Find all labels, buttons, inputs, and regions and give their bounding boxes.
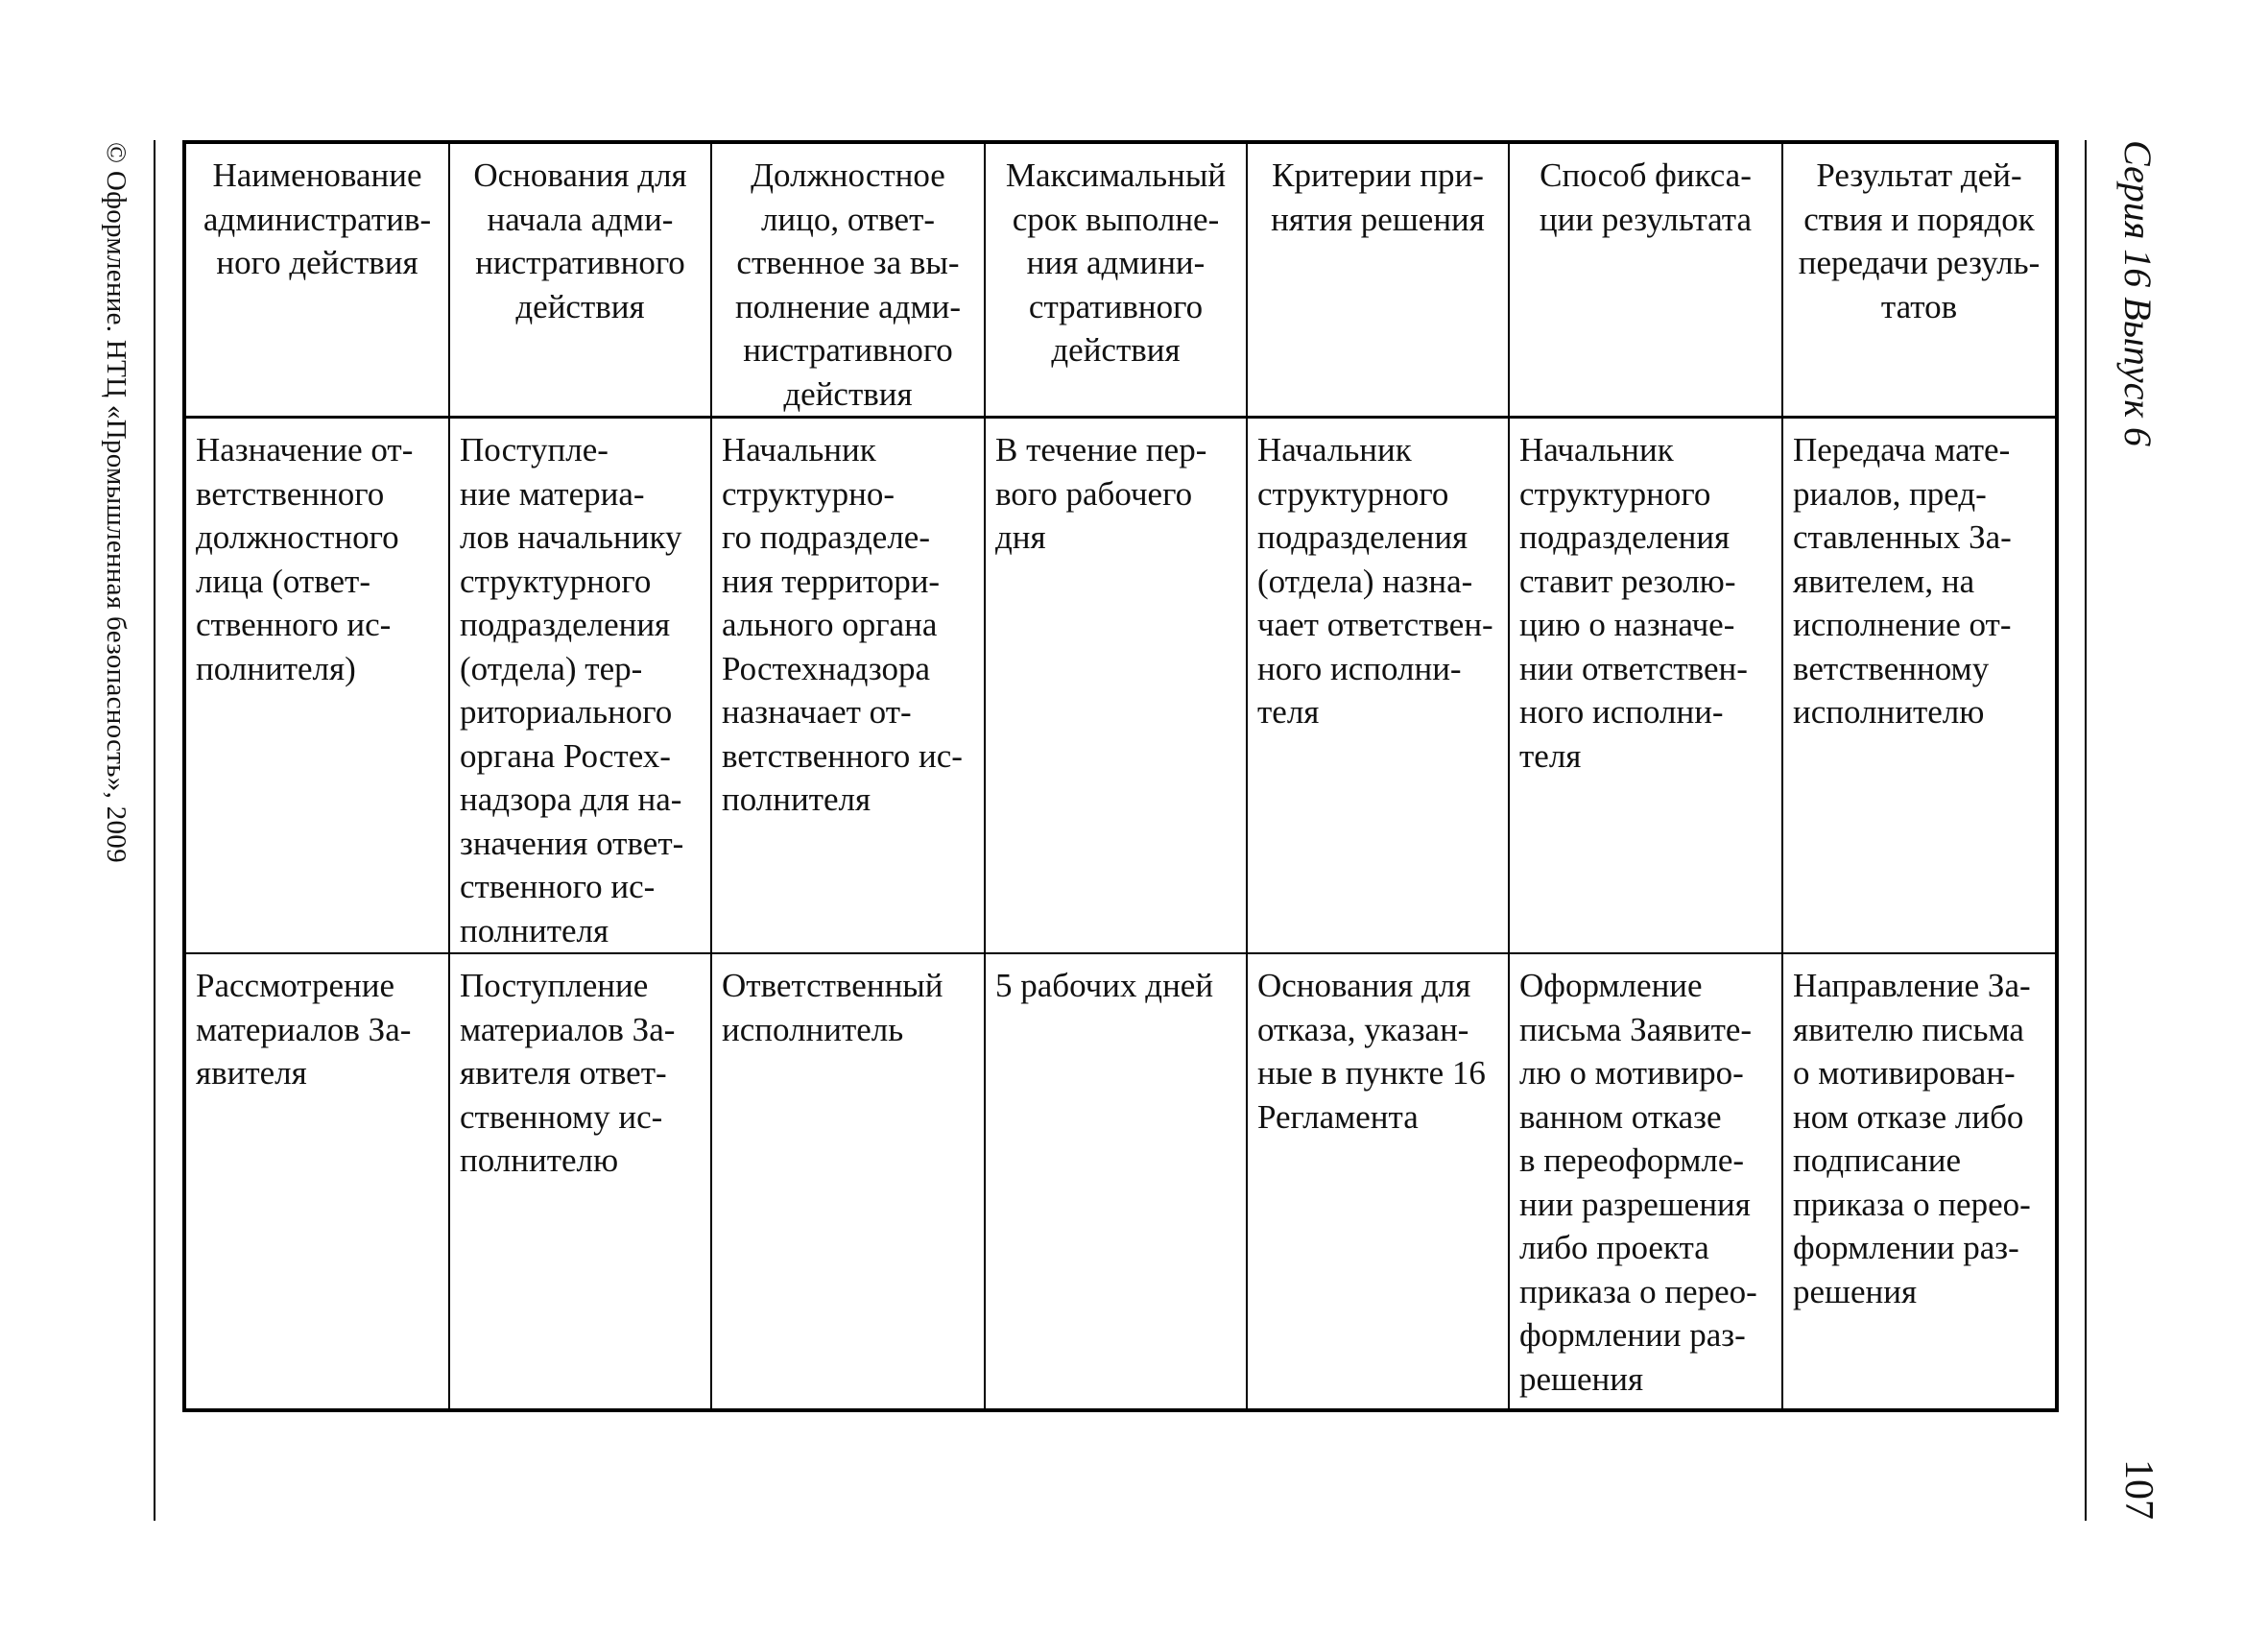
header-max-term: Максимальный срок выполне- ния админи- стративного действия [985,142,1247,418]
table-header-row [184,142,2057,418]
table-cell: 5 рабочих дней [985,953,1247,1410]
copyright-notice: © Оформление. НТЦ «Промышленная безопасность», 2009 [101,142,131,863]
table-cell: Передача мате- риалов, пред- ставленных За- явителем, на исполнение от- ветственному исполнителю [1782,418,2057,954]
table-cell: Поступление материалов За- явителя ответ- ственному ис- полнителю [449,953,711,1410]
table-cell: Назначение от- ветственного должностного лица (ответ- ственного ис- полнителя) [184,418,449,954]
table-cell: Рассмотрение материалов За- явителя [184,953,449,1410]
table-row [184,953,2057,1410]
table-cell: Оформление письма Заявите- лю о мотивиро- ванном отказе в переоформле- нии разрешения либо проекта приказа о перео- формлении раз- решения [1509,953,1782,1410]
page-number: 107 [2116,1459,2161,1520]
header-grounds: Основания для начала адми- нистративного действия [449,142,711,418]
header-decision-criteria: Критерии при- нятия решения [1247,142,1509,418]
header-result-and-transfer: Результат дей- ствия и порядок передачи резуль- татов [1782,142,2057,418]
table-cell: Начальник структурного подразделения (отдела) назна- чает ответствен- ного исполни- теля [1247,418,1509,954]
series-header: Серия 16 Выпуск 6 [2116,140,2160,447]
right-margin-line [2085,140,2087,1521]
procedure-table-container [182,140,2055,1398]
header-action-name: Наименование административ- ного действия [184,142,449,418]
table-cell: Поступле- ние материа- лов начальнику структурного подразделения (отдела) тер- риториального органа Ростех- надзора для на- значения ответ- ственного ис- полнителя [449,418,711,954]
table-cell: Ответственный исполнитель [711,953,985,1410]
table-cell: Начальник структурного подразделения ставит резолю- цию о назначе- нии ответствен- ного исполни- теля [1509,418,1782,954]
table-cell: Основания для отказа, указан- ные в пункте 16 Регламента [1247,953,1509,1410]
table-row [184,418,2057,954]
table-cell: В течение пер- вого рабочего дня [985,418,1247,954]
header-responsible-official: Должностное лицо, ответ- ственное за вы- полнение адми- нистративного действия [711,142,985,418]
table-cell: Начальник структурно- го подразделе- ния территори- ального органа Ростехнадзора назначает от- ветственного ис- полнителя [711,418,985,954]
header-recording-method: Способ фикса- ции результата [1509,142,1782,418]
procedure-table [182,140,2059,1412]
left-margin-line [154,140,155,1521]
table-cell: Направление За- явителю письма о мотивирован- ном отказе либо подписание приказа о перео- формлении раз- решения [1782,953,2057,1410]
